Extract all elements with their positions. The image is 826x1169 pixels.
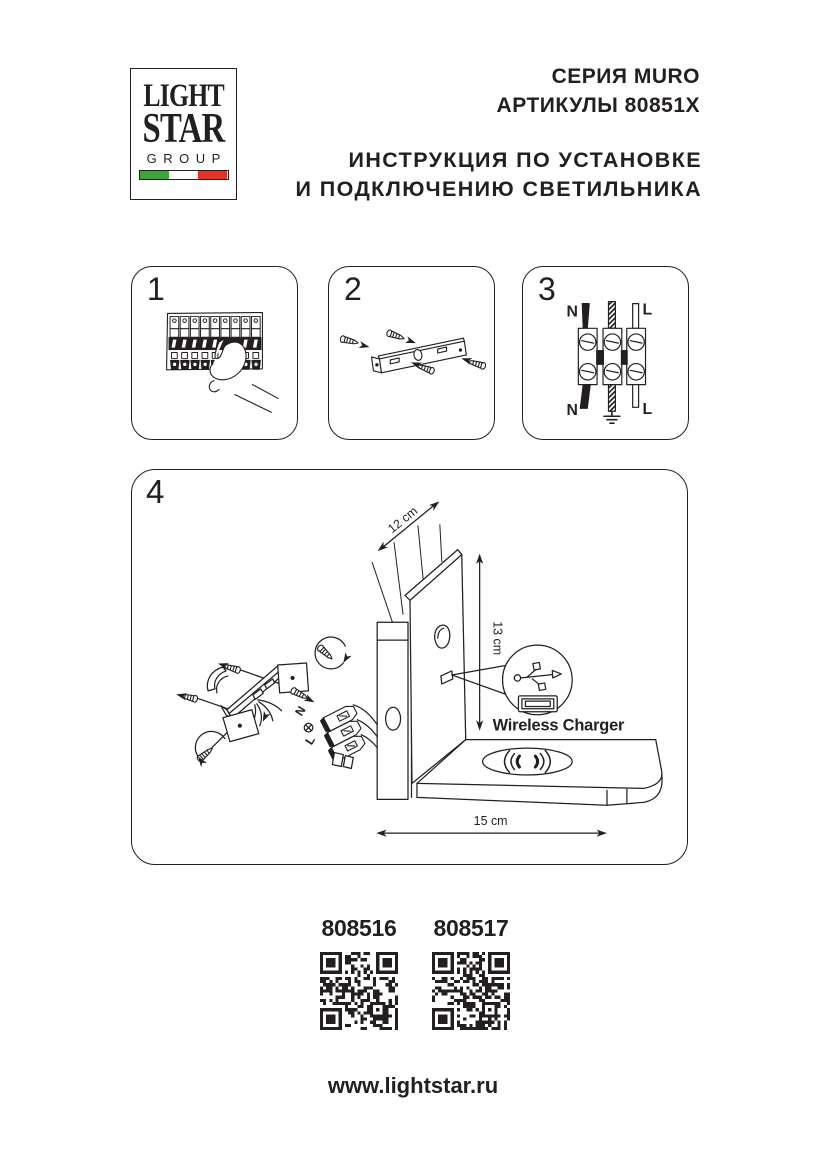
wireless-charger-symbol [483,748,573,775]
website-url: www.lightstar.ru [327,1073,499,1098]
step-3-number: 3 [538,271,556,307]
articles-title: АРТИКУЛЫ 80851X [496,94,700,117]
series-title: СЕРИЯ MURO [551,65,700,88]
wire-label-n-bottom: N [566,402,578,420]
qr-code-article-2 [432,952,510,1030]
wireless-charger-label: Wireless Charger [492,716,625,735]
dimension-12cm-label: 12 cm [385,503,421,537]
step-1-number: 1 [147,271,165,307]
instruction-line-1: ИНСТРУКЦИЯ ПО УСТАНОВКЕ [348,148,702,172]
logo-word-group: GROUP [146,150,227,166]
step-4-number: 4 [146,473,165,510]
step-2-number: 2 [344,271,362,307]
series-header [0,62,700,120]
lamp-back-bracket [377,622,411,799]
ground-screw-symbol [304,723,313,732]
article-number-2: 808517 [433,915,509,941]
wire-label-l-bottom: L [642,401,653,419]
instruction-title [0,146,702,204]
logo-word-star: STAR [142,106,225,153]
mounting-parts [175,637,377,768]
dimension-15cm-label: 15 cm [473,814,508,829]
dimension-15cm [376,830,607,837]
wire-label-n-top: N [566,303,578,321]
instruction-line-2: И ПОДКЛЮЧЕНИЮ СВЕТИЛЬНИКА [295,177,702,201]
article-number-1: 808516 [321,915,397,941]
step-3-panel [522,266,689,440]
logo-word-light: LIGHT [143,78,224,114]
step-4-panel [131,469,688,865]
assembly-diagram-drawing [132,470,687,864]
dimension-13cm-label: 13 cm [490,621,505,656]
terminal-connector-block [320,703,377,768]
usb-port-icon [518,696,557,712]
dimension-13cm [476,554,483,731]
wire-n-label: N [292,703,309,719]
qr-code-article-1 [320,952,398,1030]
ground-symbol [604,411,620,423]
wire-label-l-top: L [642,301,653,319]
step-2-panel [328,266,495,440]
wire-l-label: L [302,733,318,748]
rotate-arrow-top [315,637,345,669]
step-1-panel [131,266,298,440]
usb-callout [452,645,572,715]
